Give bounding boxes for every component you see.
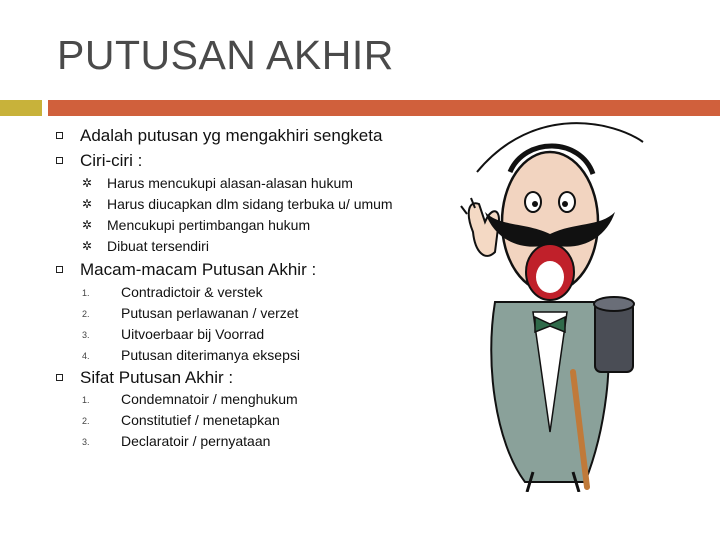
asterisk-icon: ✲: [82, 197, 93, 211]
ciri-item: Harus mencukupi alasan-alasan hukum: [107, 175, 353, 191]
asterisk-icon: ✲: [82, 218, 93, 232]
list-number: 2.: [82, 416, 90, 426]
sifat-item: Condemnatoir / menghukum: [121, 391, 298, 407]
hollow-square-icon: [56, 266, 63, 273]
accent-bar-gold: [0, 100, 42, 116]
list-number: 2.: [82, 309, 90, 319]
top-hat-icon: [594, 297, 634, 372]
sifat-item: Constitutief / menetapkan: [121, 412, 280, 428]
macam-item: Contradictoir & verstek: [121, 284, 263, 300]
cartoon-illustration: [455, 112, 645, 492]
macam-item: Uitvoerbaar bij Voorrad: [121, 326, 265, 342]
slide-title: PUTUSAN AKHIR: [57, 32, 394, 78]
list-number: 1.: [82, 395, 90, 405]
asterisk-icon: ✲: [82, 239, 93, 253]
hollow-square-icon: [56, 157, 63, 164]
point-ciri: Ciri-ciri :: [80, 151, 143, 170]
list-number: 3.: [82, 330, 90, 340]
hollow-square-icon: [56, 374, 63, 381]
sifat-item: Declaratoir / pernyataan: [121, 433, 271, 449]
list-number: 1.: [82, 288, 90, 298]
ciri-item: Mencukupi pertimbangan hukum: [107, 217, 311, 233]
list-number: 4.: [82, 351, 90, 361]
ciri-item: Harus diucapkan dlm sidang terbuka u/ umum: [107, 196, 393, 212]
macam-item: Putusan perlawanan / verzet: [121, 305, 299, 321]
macam-item: Putusan diterimanya eksepsi: [121, 347, 300, 363]
hollow-square-icon: [56, 132, 63, 139]
list-number: 3.: [82, 437, 90, 447]
point-macam: Macam-macam Putusan Akhir :: [80, 260, 317, 279]
ciri-item: Dibuat tersendiri: [107, 238, 209, 254]
point-definition: Adalah putusan yg mengakhiri sengketa: [80, 126, 383, 145]
point-sifat: Sifat Putusan Akhir :: [80, 368, 234, 387]
asterisk-icon: ✲: [82, 176, 93, 190]
